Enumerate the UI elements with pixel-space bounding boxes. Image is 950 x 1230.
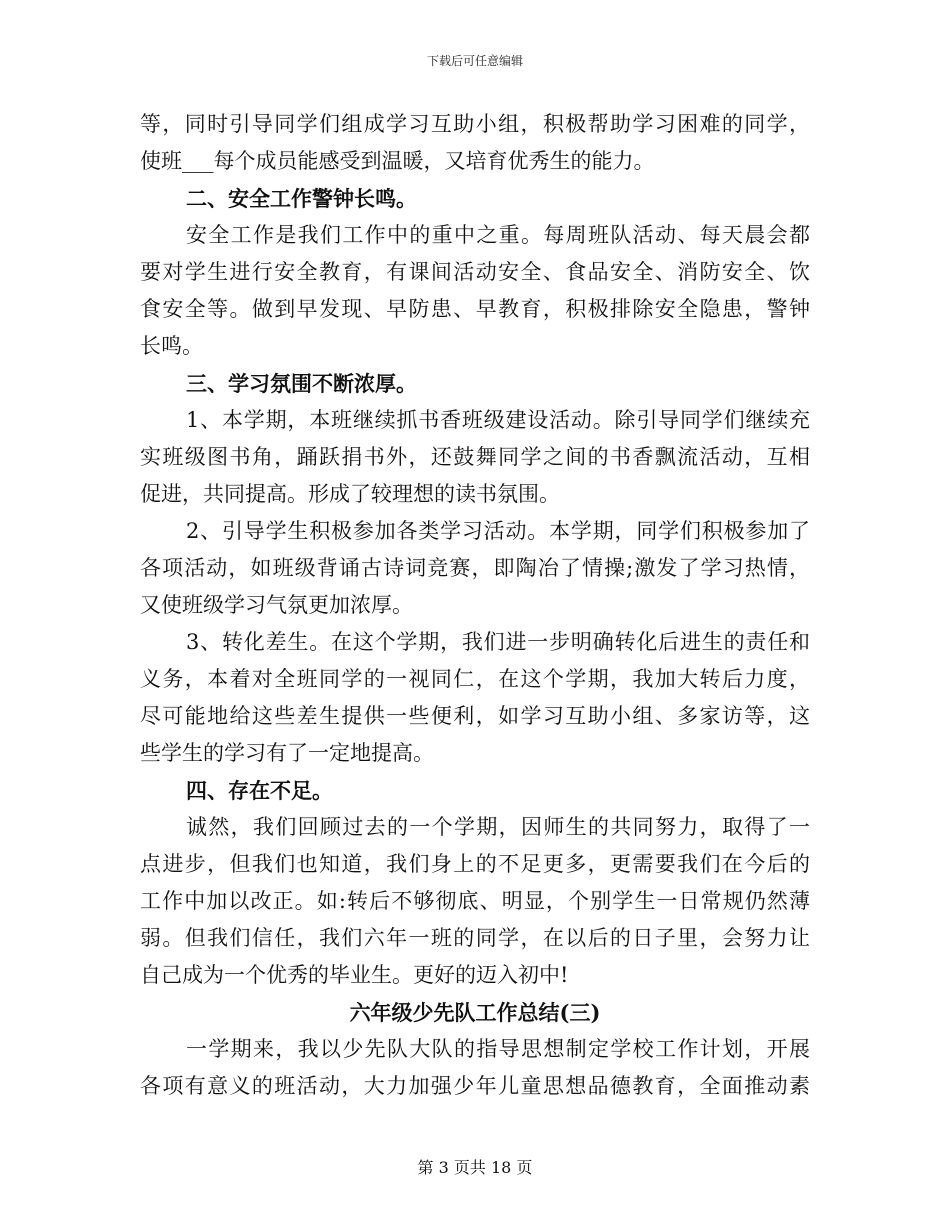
paragraph-line: 尽可能地给这些差生提供一些便利，如学习互助小组、多家访等，这 xyxy=(140,704,810,728)
paragraph-line: 又使班级学习气氛更加浓厚。 xyxy=(140,593,413,617)
section-heading: 三、学习氛围不断浓厚。 xyxy=(186,371,417,396)
paragraph-line: 点进步，但我们也知道，我们身上的不足更多，更需要我们在今后的 xyxy=(140,852,810,876)
paragraph-line: 2、引导学生积极参加各类学习活动。本学期，同学们积极参加了 xyxy=(186,519,810,543)
paragraph-line: 1、本学期，本班继续抓书香班级建设活动。除引导同学们继续充 xyxy=(186,408,810,432)
paragraph-line: 工作中加以改正。如:转后不够彻底、明显，个别学生一日常规仍然薄 xyxy=(140,889,810,913)
document-section-title: 六年级少先队工作总结(三) xyxy=(349,1000,601,1025)
paragraph-line: 各项有意义的班活动，大力加强少年儿童思想品德教育，全面推动素 xyxy=(140,1074,810,1098)
paragraph-line: 3、转化差生。在这个学期，我们进一步明确转化后进生的责任和 xyxy=(186,630,810,654)
paragraph-line: 等，同时引导同学们组成学习互助小组，积极帮助学习困难的同学， xyxy=(140,112,810,136)
page-footer: 第 3 页共 18 页 xyxy=(417,1158,533,1177)
document-body xyxy=(140,106,810,1105)
paragraph-line: 诚然，我们回顾过去的一个学期，因师生的共同努力，取得了一 xyxy=(186,815,810,839)
paragraph-line: 食安全等。做到早发现、早防患、早教育，积极排除安全隐患，警钟 xyxy=(140,297,810,321)
paragraph-line: 安全工作是我们工作中的重中之重。每周班队活动、每天晨会都 xyxy=(186,223,810,247)
paragraph-line: 促进，共同提高。形成了较理想的读书氛围。 xyxy=(140,482,560,506)
paragraph-line: 弱。但我们信任，我们六年一班的同学，在以后的日子里，会努力让 xyxy=(140,926,810,950)
page-header: 下载后可任意编辑 xyxy=(426,54,523,68)
paragraph-line: 各项活动，如班级背诵古诗词竞赛，即陶冶了情操;激发了学习热情， xyxy=(140,556,810,580)
paragraph-line: 自己成为一个优秀的毕业生。更好的迈入初中! xyxy=(140,963,569,987)
paragraph-line: 长鸣。 xyxy=(140,334,203,358)
paragraph-line: 些学生的学习有了一定地提高。 xyxy=(140,741,434,765)
paragraph-line: 使班___每个成员能感受到温暖，又培育优秀生的能力。 xyxy=(140,149,655,173)
paragraph-line: 一学期来，我以少先队大队的指导思想制定学校工作计划，开展 xyxy=(186,1037,810,1061)
section-heading: 二、安全工作警钟长鸣。 xyxy=(186,186,417,211)
section-heading: 四、存在不足。 xyxy=(186,778,333,803)
paragraph-line: 实班级图书角，踊跃捐书外，还鼓舞同学之间的书香飘流活动，互相 xyxy=(140,445,810,469)
paragraph-line: 义务，本着对全班同学的一视同仁，在这个学期，我加大转后力度， xyxy=(140,667,810,691)
paragraph-line: 要对学生进行安全教育，有课间活动安全、食品安全、消防安全、饮 xyxy=(140,260,810,284)
